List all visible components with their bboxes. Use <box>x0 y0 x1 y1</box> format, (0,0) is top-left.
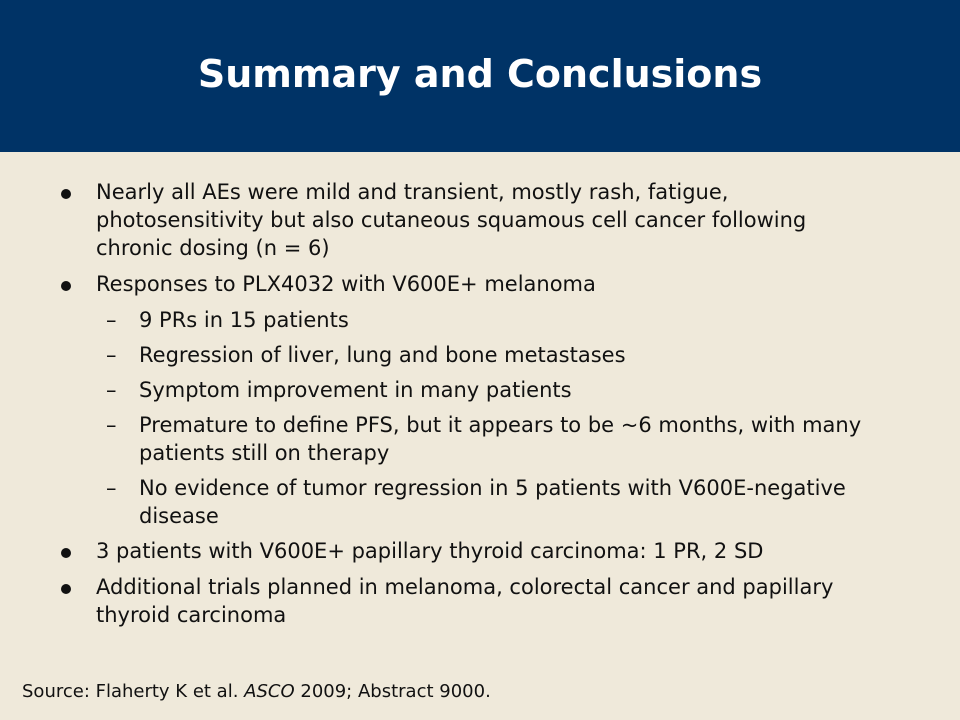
dash-icon: – <box>106 378 117 402</box>
bullet-dot-icon <box>61 189 71 199</box>
bullet-item <box>0 573 960 629</box>
dash-icon: – <box>106 413 117 437</box>
sub-bullet-text: Premature to define PFS, but it appears to be ~6 months, with many patients still on therapy <box>139 413 862 465</box>
source-prefix: Source: Flaherty K et al. <box>22 681 245 702</box>
bullet-dot-icon <box>61 548 71 558</box>
sub-bullet-item <box>0 341 960 369</box>
slide-title: Summary and Conclusions <box>197 52 763 96</box>
bullet-text: Additional trials planned in melanoma, colorectal cancer and papillary thyroid carcinoma <box>96 575 834 627</box>
title-bar <box>0 0 960 152</box>
bullet-text: Responses to PLX4032 with V600E+ melanoma <box>96 272 596 296</box>
sub-bullet-text: Symptom improvement in many patients <box>139 378 572 402</box>
sub-bullet-text: No evidence of tumor regression in 5 patients with V600E-negative disease <box>139 476 846 528</box>
source-journal: ASCO <box>244 681 295 702</box>
source-suffix: 2009; Abstract 9000. <box>294 681 491 702</box>
sub-bullet-item <box>0 306 960 334</box>
sub-bullet-text: 9 PRs in 15 patients <box>139 308 349 332</box>
sub-bullet-item <box>0 376 960 404</box>
bullet-dot-icon <box>61 584 71 594</box>
sub-bullet-text: Regression of liver, lung and bone metastases <box>139 343 626 367</box>
source-citation <box>22 680 491 704</box>
bullet-item <box>0 270 960 298</box>
dash-icon: – <box>106 343 117 367</box>
bullet-item <box>0 537 960 565</box>
sub-bullet-item <box>0 474 960 530</box>
dash-icon: – <box>106 308 117 332</box>
bullet-dot-icon <box>61 281 71 291</box>
bullet-text: Nearly all AEs were mild and transient, mostly rash, fatigue, photosensitivity but also cutaneous squamous cell cancer following chronic dosing (n = 6) <box>96 180 807 260</box>
bullet-text: 3 patients with V600E+ papillary thyroid carcinoma: 1 PR, 2 SD <box>96 539 764 563</box>
bullet-list <box>0 178 960 637</box>
sub-bullet-item <box>0 411 960 467</box>
bullet-item <box>0 178 960 262</box>
dash-icon: – <box>106 476 117 500</box>
